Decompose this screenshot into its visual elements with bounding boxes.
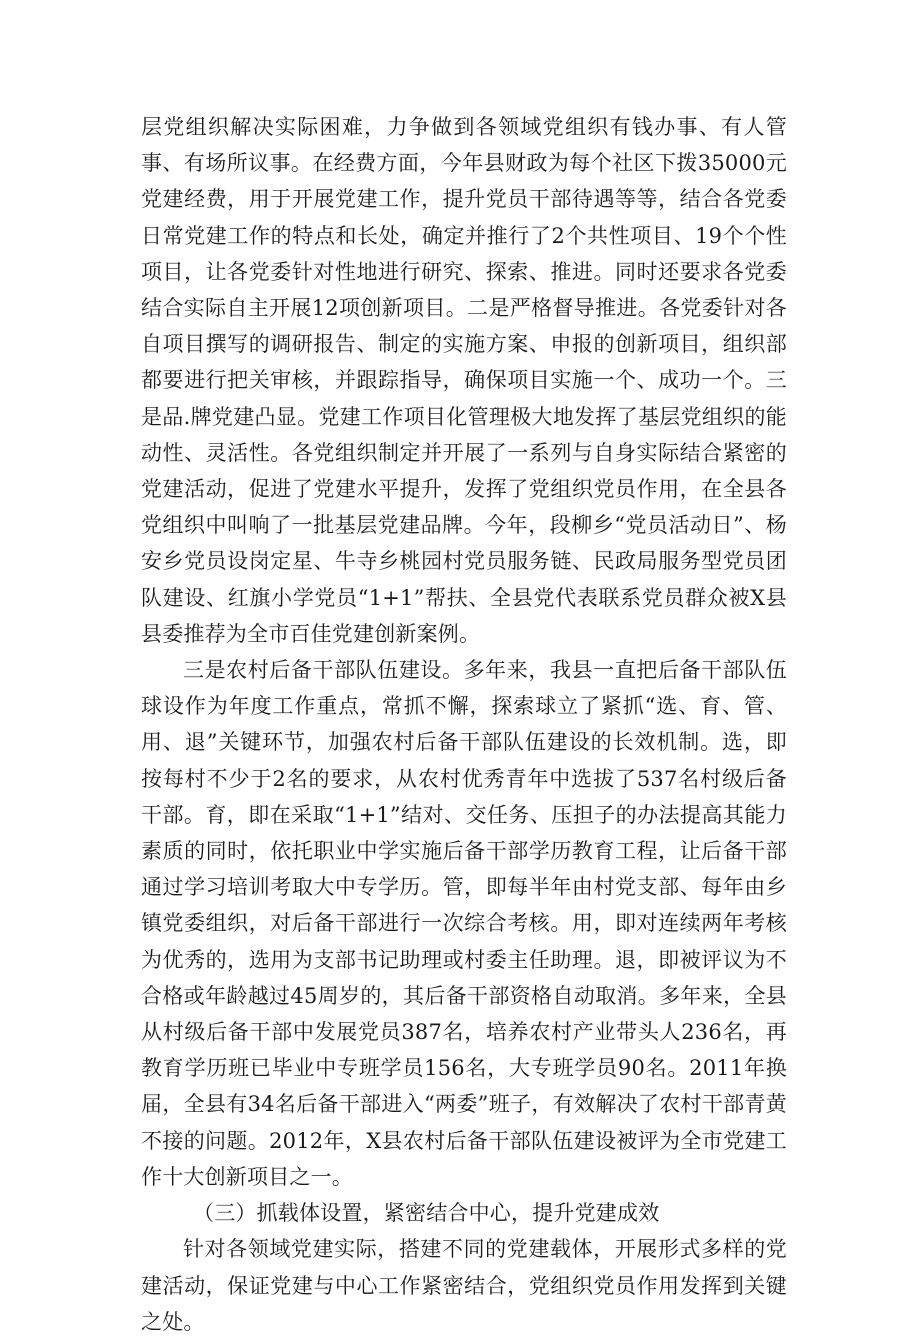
section-heading: （三）抓载体设置，紧密结合中心，提升党建成效 bbox=[193, 1201, 660, 1226]
paragraph-reserve-cadres: 三是农村后备干部队伍建设。多年来，我县一直把后备干部队伍球设作为年度工作重点，常抓不懈，探索球立了紧抓“选、育、管、用、退”关键环节，加强农村后备干部队伍建设的长效机制。选，即按每村不少于2名的要求，从农村优秀青年中选拔了537名村级后备干部。育，即在采取“1+1”结对、交任务、压担子的办法提高其能力素质的同时，依托职业中学实施后备干部学历教育工程，让后备干部通过学习培训考取大中专学历。管，即每半年由村党支部、每年由乡镇党委组织，对后备干部进行一次综合考核。用，即对连续两年考核为优秀的，选用为支部书记助理或村委主任助理。退，即被评议为不合格或年龄越过45周岁的，其后备干部资格自动取消。多年来，全县从村级后备干部中发展党员387名，培养农村产业带头人236名，再教育学历班已毕业中专班学员156名，大专班学员90名。2011年换届，全县有34名后备干部进入“两委”班子，有效解决了农村干部青黄不接的问题。2012年，X县农村后备干部队伍建设被评为全市党建工作十大创新项目之一。 bbox=[141, 658, 787, 1189]
paragraph-continued: 层党组织解决实际困难，力争做到各领域党组织有钱办事、有人管事、有场所议事。在经费方面，今年县财政为每个社区下拨35000元党建经费，用于开展党建工作，提升党员干部待遇等等，结合各党委日常党建工作的特点和长处，确定并推行了2个共性项目、19个个性项目，让各党委针对性地进行研究、探索、推进。同时还要求各党委结合实际自主开展12项创新项目。二是严格督导推进。各党委针对各自项目撰写的调研报告、制定的实施方案、申报的创新项目，组织部都要进行把关审核，并跟踪指导，确保项目实施一个、成功一个。三是品.牌党建凸显。党建工作项目化管理极大地发挥了基层党组织的能动性、灵活性。各党组织制定并开展了一系列与自身实际结合紧密的党建活动，促进了党建水平提升，发挥了党组织党员作用，在全县各党组织中叫响了一批基层党建品牌。今年，段柳乡“党员活动日”、杨安乡党员设岗定星、牛寺乡桃园村党员服务链、民政局服务型党员团队建设、红旗小学党员“1+1”帮扶、全县党代表联系党员群众被X县县委推荐为全市百佳党建创新案例。 bbox=[141, 115, 787, 646]
document-body bbox=[141, 109, 787, 1340]
paragraph-closing: 针对各领域党建实际，搭建不同的党建载体，开展形式多样的党建活动，保证党建与中心工作紧密结合，党组织党员作用发挥到关键之处。 bbox=[141, 1237, 787, 1334]
